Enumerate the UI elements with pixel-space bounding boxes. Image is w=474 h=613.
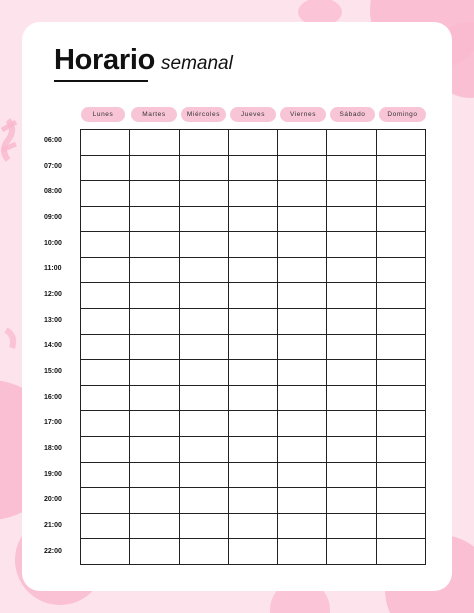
schedule-cell[interactable] bbox=[278, 411, 327, 437]
day-header-domingo: Domingo bbox=[379, 107, 426, 122]
schedule-cell[interactable] bbox=[327, 181, 376, 207]
schedule-cell[interactable] bbox=[278, 309, 327, 335]
schedule-cell[interactable] bbox=[376, 334, 425, 360]
schedule-cell[interactable] bbox=[327, 411, 376, 437]
schedule-cell[interactable] bbox=[278, 181, 327, 207]
schedule-cell[interactable] bbox=[278, 155, 327, 181]
schedule-row bbox=[81, 385, 426, 411]
time-label: 21:00 bbox=[44, 522, 62, 529]
schedule-cell[interactable] bbox=[327, 232, 376, 258]
day-header-lunes: Lunes bbox=[81, 107, 125, 122]
time-label: 14:00 bbox=[44, 342, 62, 349]
schedule-cell[interactable] bbox=[278, 283, 327, 309]
schedule-row bbox=[81, 181, 426, 207]
schedule-cell[interactable] bbox=[327, 130, 376, 156]
time-label: 11:00 bbox=[44, 265, 62, 272]
schedule-cell[interactable] bbox=[179, 436, 228, 462]
schedule-cell[interactable] bbox=[278, 360, 327, 386]
schedule-cell[interactable] bbox=[278, 206, 327, 232]
day-header-martes: Martes bbox=[131, 107, 177, 122]
schedule-cell[interactable] bbox=[228, 385, 277, 411]
schedule-row bbox=[81, 257, 426, 283]
schedule-cell[interactable] bbox=[179, 513, 228, 539]
schedule-cell[interactable] bbox=[228, 232, 277, 258]
schedule-cell[interactable] bbox=[130, 257, 179, 283]
time-label: 06:00 bbox=[44, 137, 62, 144]
schedule-row bbox=[81, 488, 426, 514]
schedule-row bbox=[81, 513, 426, 539]
schedule-row bbox=[81, 206, 426, 232]
schedule-cell[interactable] bbox=[327, 257, 376, 283]
schedule-cell[interactable] bbox=[81, 436, 130, 462]
time-label: 08:00 bbox=[44, 188, 62, 195]
schedule-cell[interactable] bbox=[376, 411, 425, 437]
schedule-cell[interactable] bbox=[376, 462, 425, 488]
schedule-row bbox=[81, 539, 426, 565]
schedule-card bbox=[22, 22, 452, 591]
schedule-cell[interactable] bbox=[278, 462, 327, 488]
time-label: 20:00 bbox=[44, 496, 62, 503]
time-label: 09:00 bbox=[44, 214, 62, 221]
schedule-cell[interactable] bbox=[81, 283, 130, 309]
schedule-row bbox=[81, 232, 426, 258]
schedule-cell[interactable] bbox=[130, 462, 179, 488]
day-header-jueves: Jueves bbox=[230, 107, 276, 122]
schedule-cell[interactable] bbox=[376, 155, 425, 181]
schedule-cell[interactable] bbox=[376, 436, 425, 462]
schedule-cell[interactable] bbox=[228, 155, 277, 181]
schedule-cell[interactable] bbox=[327, 539, 376, 565]
schedule-cell[interactable] bbox=[228, 462, 277, 488]
schedule-cell[interactable] bbox=[376, 232, 425, 258]
time-label: 18:00 bbox=[44, 445, 62, 452]
time-label: 07:00 bbox=[44, 163, 62, 170]
schedule-cell[interactable] bbox=[278, 257, 327, 283]
schedule-cell[interactable] bbox=[278, 513, 327, 539]
title-sub: semanal bbox=[161, 53, 233, 74]
schedule-cell[interactable] bbox=[179, 462, 228, 488]
schedule-cell[interactable] bbox=[278, 334, 327, 360]
schedule-cell[interactable] bbox=[228, 360, 277, 386]
schedule-cell[interactable] bbox=[81, 232, 130, 258]
schedule-cell[interactable] bbox=[228, 283, 277, 309]
time-label: 22:00 bbox=[44, 548, 62, 555]
schedule-cell[interactable] bbox=[327, 436, 376, 462]
schedule-cell[interactable] bbox=[81, 334, 130, 360]
time-label: 10:00 bbox=[44, 240, 62, 247]
schedule-cell[interactable] bbox=[81, 155, 130, 181]
schedule-cell[interactable] bbox=[179, 257, 228, 283]
schedule-cell[interactable] bbox=[376, 488, 425, 514]
time-label: 19:00 bbox=[44, 471, 62, 478]
schedule-cell[interactable] bbox=[376, 283, 425, 309]
schedule-cell[interactable] bbox=[179, 539, 228, 565]
schedule-cell[interactable] bbox=[130, 513, 179, 539]
schedule-cell[interactable] bbox=[327, 309, 376, 335]
schedule-cell[interactable] bbox=[278, 385, 327, 411]
schedule-cell[interactable] bbox=[130, 360, 179, 386]
schedule-cell[interactable] bbox=[278, 539, 327, 565]
schedule-cell[interactable] bbox=[130, 130, 179, 156]
schedule-cell[interactable] bbox=[81, 309, 130, 335]
schedule-cell[interactable] bbox=[327, 360, 376, 386]
schedule-cell[interactable] bbox=[130, 411, 179, 437]
schedule-cell[interactable] bbox=[228, 334, 277, 360]
time-label: 15:00 bbox=[44, 368, 62, 375]
schedule-cell[interactable] bbox=[179, 283, 228, 309]
schedule-row bbox=[81, 411, 426, 437]
schedule-cell[interactable] bbox=[376, 513, 425, 539]
schedule-cell[interactable] bbox=[81, 385, 130, 411]
schedule-cell[interactable] bbox=[327, 385, 376, 411]
time-label: 16:00 bbox=[44, 394, 62, 401]
schedule-cell[interactable] bbox=[81, 411, 130, 437]
schedule-cell[interactable] bbox=[228, 411, 277, 437]
schedule-cell[interactable] bbox=[130, 334, 179, 360]
schedule-cell[interactable] bbox=[228, 257, 277, 283]
schedule-row bbox=[81, 309, 426, 335]
schedule-cell[interactable] bbox=[376, 181, 425, 207]
schedule-cell[interactable] bbox=[327, 462, 376, 488]
schedule-cell[interactable] bbox=[81, 488, 130, 514]
schedule-cell[interactable] bbox=[228, 130, 277, 156]
schedule-cell[interactable] bbox=[179, 411, 228, 437]
schedule-cell[interactable] bbox=[327, 283, 376, 309]
time-label: 17:00 bbox=[44, 419, 62, 426]
day-header-sabado: Sábado bbox=[330, 107, 375, 122]
schedule-cell[interactable] bbox=[179, 309, 228, 335]
schedule-cell[interactable] bbox=[278, 232, 327, 258]
title-main: Horario bbox=[54, 44, 156, 76]
schedule-cell[interactable] bbox=[376, 257, 425, 283]
schedule-cell[interactable] bbox=[130, 539, 179, 565]
time-label: 12:00 bbox=[44, 291, 62, 298]
schedule-cell[interactable] bbox=[130, 436, 179, 462]
schedule-cell[interactable] bbox=[81, 539, 130, 565]
schedule-row bbox=[81, 155, 426, 181]
schedule-cell[interactable] bbox=[327, 488, 376, 514]
schedule-cell[interactable] bbox=[81, 360, 130, 386]
time-label: 13:00 bbox=[44, 317, 62, 324]
schedule-cell[interactable] bbox=[179, 181, 228, 207]
schedule-grid bbox=[80, 129, 426, 565]
schedule-cell[interactable] bbox=[327, 155, 376, 181]
schedule-row bbox=[81, 436, 426, 462]
schedule-cell[interactable] bbox=[228, 181, 277, 207]
schedule-cell[interactable] bbox=[179, 488, 228, 514]
schedule-cell[interactable] bbox=[81, 181, 130, 207]
schedule-cell[interactable] bbox=[179, 360, 228, 386]
schedule-cell[interactable] bbox=[81, 257, 130, 283]
schedule-cell[interactable] bbox=[278, 130, 327, 156]
schedule-cell[interactable] bbox=[81, 130, 130, 156]
schedule-cell[interactable] bbox=[130, 283, 179, 309]
schedule-cell[interactable] bbox=[130, 385, 179, 411]
schedule-row bbox=[81, 334, 426, 360]
schedule-cell[interactable] bbox=[228, 206, 277, 232]
page-title bbox=[54, 44, 233, 77]
schedule-cell[interactable] bbox=[81, 206, 130, 232]
schedule-cell[interactable] bbox=[179, 155, 228, 181]
schedule-cell[interactable] bbox=[327, 513, 376, 539]
schedule-cell[interactable] bbox=[130, 488, 179, 514]
schedule-cell[interactable] bbox=[179, 130, 228, 156]
schedule-cell[interactable] bbox=[228, 309, 277, 335]
schedule-cell[interactable] bbox=[327, 206, 376, 232]
schedule-cell[interactable] bbox=[376, 206, 425, 232]
day-header-viernes: Viernes bbox=[280, 107, 326, 122]
schedule-cell[interactable] bbox=[228, 436, 277, 462]
schedule-cell[interactable] bbox=[376, 309, 425, 335]
schedule-cell[interactable] bbox=[81, 513, 130, 539]
schedule-cell[interactable] bbox=[179, 385, 228, 411]
day-header-miercoles: Miércoles bbox=[181, 107, 226, 122]
schedule-cell[interactable] bbox=[278, 436, 327, 462]
schedule-row bbox=[81, 130, 426, 156]
schedule-cell[interactable] bbox=[228, 488, 277, 514]
schedule-row bbox=[81, 462, 426, 488]
schedule-cell[interactable] bbox=[81, 462, 130, 488]
schedule-cell[interactable] bbox=[179, 206, 228, 232]
title-underline bbox=[54, 80, 148, 82]
schedule-cell[interactable] bbox=[130, 232, 179, 258]
schedule-cell[interactable] bbox=[130, 309, 179, 335]
schedule-cell[interactable] bbox=[179, 334, 228, 360]
schedule-row bbox=[81, 360, 426, 386]
schedule-cell[interactable] bbox=[376, 385, 425, 411]
schedule-row bbox=[81, 283, 426, 309]
schedule-cell[interactable] bbox=[130, 155, 179, 181]
schedule-cell[interactable] bbox=[327, 334, 376, 360]
schedule-cell[interactable] bbox=[228, 539, 277, 565]
schedule-cell[interactable] bbox=[179, 232, 228, 258]
schedule-cell[interactable] bbox=[278, 488, 327, 514]
schedule-cell[interactable] bbox=[130, 206, 179, 232]
schedule-cell[interactable] bbox=[130, 181, 179, 207]
schedule-cell[interactable] bbox=[376, 130, 425, 156]
schedule-cell[interactable] bbox=[228, 513, 277, 539]
schedule-cell[interactable] bbox=[376, 360, 425, 386]
schedule-cell[interactable] bbox=[376, 539, 425, 565]
